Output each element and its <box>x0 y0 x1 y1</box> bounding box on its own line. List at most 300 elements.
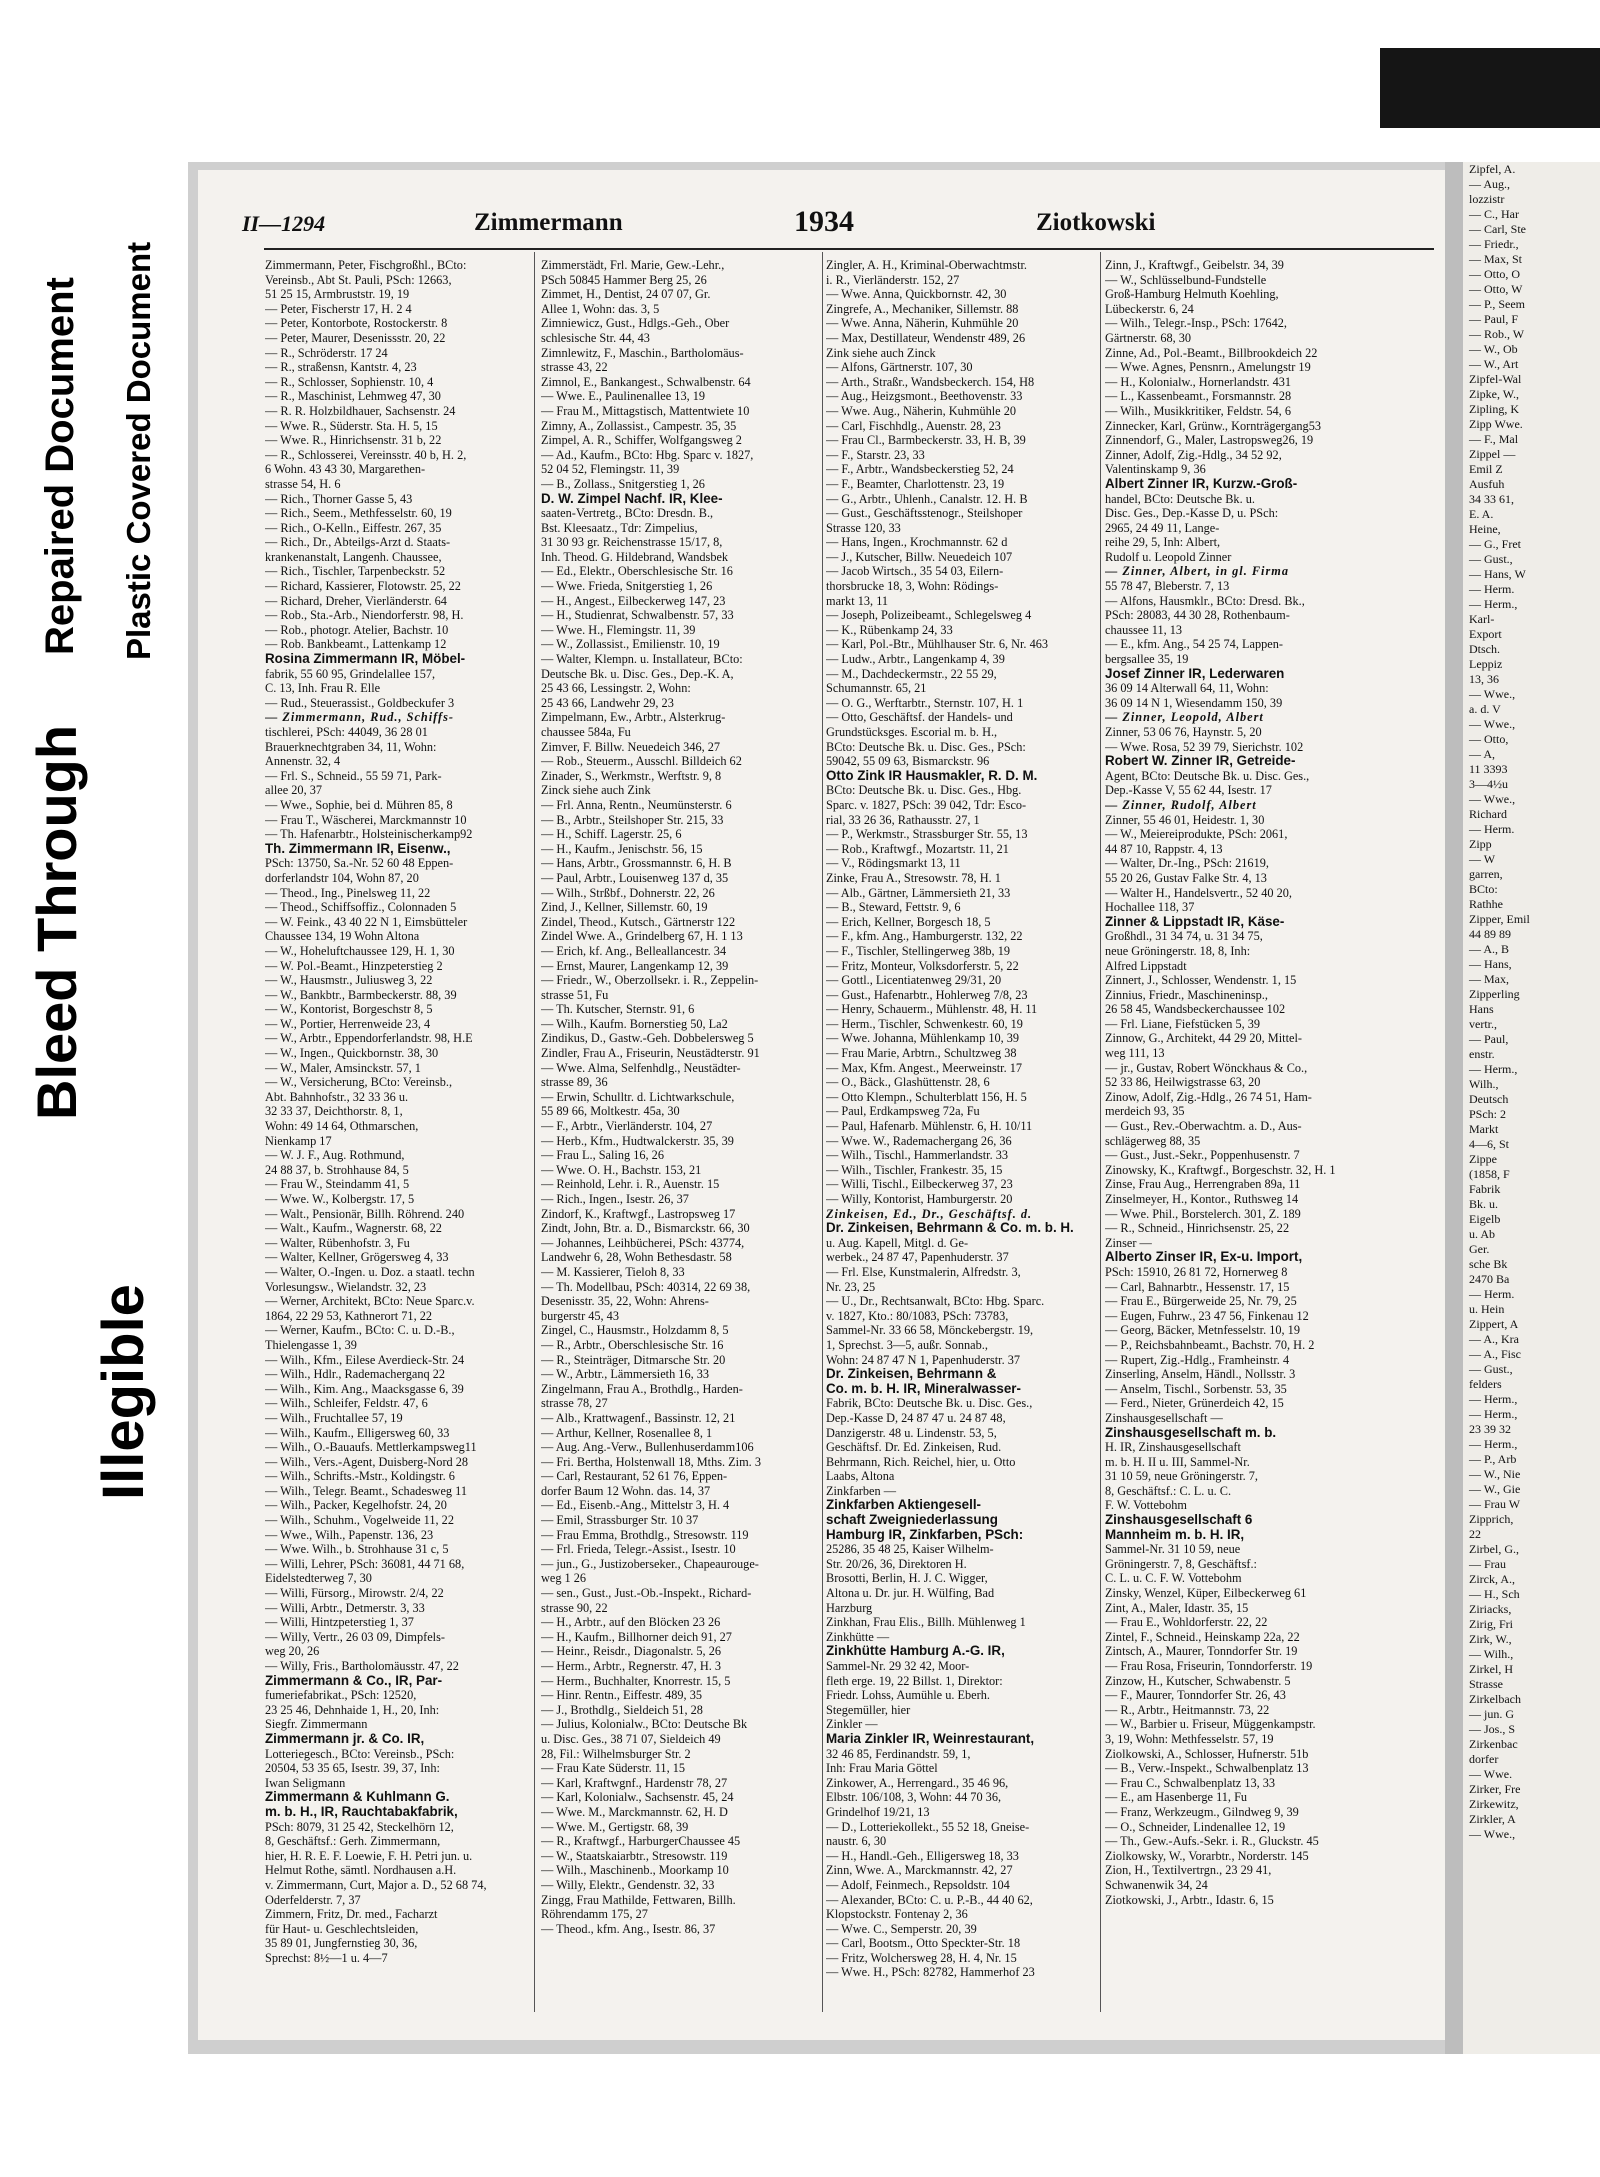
directory-entry: — Franz, Werkzeugm., Gilndweg 9, 39 <box>1105 1804 1299 1819</box>
directory-entry: — Wwe. H., Flemingstr. 11, 39 <box>541 622 696 637</box>
directory-entry: — Wwe. Agnes, Pensnrn., Amelungstr 19 <box>1105 360 1311 375</box>
directory-entry: — Wwe. Johanna, Mühlenkamp 10, 39 <box>826 1031 1020 1046</box>
directory-entry: PSch: 15910, 26 81 72, Hornerweg 8 <box>1105 1264 1288 1279</box>
directory-entry: BCto: Deutsche Bk. u. Disc. Ges., PSch: <box>826 739 1026 754</box>
directory-entry: 59042, 55 09 63, Bismarckstr. 96 <box>826 754 990 769</box>
next-page-entry-fragment: — Max, St <box>1469 252 1523 266</box>
directory-entry: Zinnert, J., Schlosser, Wendenstr. 1, 15 <box>1105 973 1297 988</box>
next-page-entry-fragment: — W., Nie <box>1469 1467 1521 1481</box>
tag-plastic-covered-document: Plastic Covered Document <box>120 241 157 660</box>
directory-entry: Inh: Frau Maria Göttel <box>826 1761 938 1776</box>
directory-entry: — Wilh., Schuhm., Vogelweide 11, 22 <box>265 1513 454 1528</box>
directory-entry: u. Disc. Ges., 38 71 07, Sieldeich 49 <box>541 1731 721 1746</box>
next-page-entry-fragment: — Wwe. <box>1469 1767 1513 1781</box>
directory-entry: — Joseph, Polizeibeamt., Schlegelsweg 4 <box>826 608 1032 623</box>
directory-entry: — Theod., Ing., Pinelsweg 11, 22 <box>265 885 431 900</box>
directory-entry: — R., Schröderstr. 17 24 <box>265 345 388 360</box>
directory-entry: Abt. Bahnhofstr., 32 33 36 u. <box>265 1089 409 1104</box>
directory-entry: 55 89 66, Moltkestr. 45a, 30 <box>541 1104 680 1119</box>
next-page-entry-fragment: — C., Har <box>1469 207 1519 221</box>
directory-entry: — Arth., Straßr., Wandsbeckerch. 154, H8 <box>826 374 1035 389</box>
next-page-entry-fragment: — Paul, F <box>1469 312 1519 326</box>
directory-entry: handel, BCto: Deutsche Bk. u. <box>1105 491 1255 506</box>
directory-entry: Rosina Zimmermann IR, Möbel- <box>265 652 466 667</box>
directory-entry: PSch 50845 Hammer Berg 25, 26 <box>541 272 707 287</box>
directory-entry: Zindel Wwe. A., Grindelberg 67, H. 1 13 <box>541 929 743 944</box>
next-page-entry-fragment: 3—4½u <box>1469 777 1508 791</box>
next-page-entry-fragment: — Herm. <box>1469 582 1515 596</box>
directory-entry: m. b. H., IR, Rauchtabakfabrik, <box>265 1804 458 1819</box>
directory-entry: — B., Zollass., Snitgerstieg 1, 26 <box>541 476 705 491</box>
next-page-entry-fragment: u. Ab <box>1469 1227 1496 1241</box>
directory-entry: — Frl. S., Schneid., 55 59 71, Park- <box>265 768 442 783</box>
directory-entry: — Ed., Eisenb.-Ang., Mittelstr 3, H. 4 <box>541 1498 730 1513</box>
next-page-entry-fragment: Zipfel, A. <box>1469 162 1516 176</box>
directory-entry: Zinn, J., Kraftwgf., Geibelstr. 34, 39 <box>1105 258 1284 272</box>
directory-entry: — Peter, Kontorbote, Rostockerstr. 8 <box>265 316 448 331</box>
directory-column-1 <box>265 258 537 2013</box>
directory-entry: Sammel-Nr. 29 32 42, Moor- <box>826 1659 970 1673</box>
next-page-entry-fragment: BCto: <box>1469 882 1498 896</box>
directory-entry: 35 89 01, Jungfernstieg 30, 36, <box>265 1936 418 1951</box>
directory-entry: — R., Arbtr., Oberschlesische Str. 16 <box>541 1337 724 1352</box>
directory-entry: — W., Barbier u. Friseur, Müggenkampstr. <box>1105 1717 1316 1732</box>
next-page-entry-fragment: Heine, <box>1469 522 1501 536</box>
directory-entry: 52 04 52, Flemingstr. 11, 39 <box>541 462 680 477</box>
directory-entry: C. 13, Inh. Frau R. Elle <box>265 681 381 696</box>
next-page-entry-fragment: u. Hein <box>1469 1302 1505 1316</box>
directory-entry: Sparc. v. 1827, PSch: 39 042, Tdr: Esco- <box>826 797 1027 812</box>
directory-entry: Zinkler — <box>826 1717 878 1732</box>
directory-entry: Lotteriegesch., BCto: Vereinsb., PSch: <box>265 1746 455 1761</box>
directory-entry: — Frl. Anna, Rentn., Neumünsterstr. 6 <box>541 797 732 812</box>
directory-entry: für Haut- u. Geschlechtsleiden, <box>265 1921 419 1936</box>
directory-entry: — W., Hausmstr., Juliusweg 3, 22 <box>265 973 433 988</box>
directory-entry: — W., Ingen., Quickbornstr. 38, 30 <box>265 1046 439 1061</box>
next-page-entry-fragment: — W., Ob <box>1469 342 1518 356</box>
directory-entry: — Alfons, Hausmklr., BCto: Dresd. Bk., <box>1105 593 1305 608</box>
directory-entry: — H., Kaufm., Billhorner deich 91, 27 <box>541 1629 732 1644</box>
next-page-entry-fragment: — Jos., S <box>1469 1722 1516 1736</box>
directory-entry: fumeriefabrikat., PSch: 12520, <box>265 1688 417 1703</box>
directory-entry: F. W. Vottebohm <box>1105 1498 1187 1513</box>
directory-entry: — W., Maler, Amsinckstr. 57, 1 <box>265 1060 421 1075</box>
directory-entry: hier, H. R. E. F. Loewie, F. H. Petri jun. u. <box>265 1848 473 1863</box>
directory-entry: — Frau Kate Süderstr. 11, 15 <box>541 1761 686 1776</box>
directory-entry: — W. Feink., 43 40 22 N 1, Eimsbütteler <box>265 914 468 929</box>
directory-entry: v. Zimmermann, Curt, Major a. D., 52 68 74, <box>265 1877 487 1892</box>
directory-entry: — Wilh., Fruchtallee 57, 19 <box>265 1410 403 1425</box>
directory-entry: Vereinsb., Abt St. Pauli, PSch: 12663, <box>265 272 452 287</box>
top-border <box>0 0 1600 48</box>
directory-entry: — Rob., Sta.-Arb., Niendorferstr. 98, H. <box>265 608 464 623</box>
next-page-entry-fragment: — Frau <box>1469 1557 1506 1571</box>
directory-entry: — Alb., Gärtner, Lämmersieth 21, 33 <box>826 885 1011 900</box>
directory-entry: Lübeckerstr. 6, 24 <box>1105 301 1194 316</box>
directory-entry: — Wilh., Musikkritiker, Feldstr. 54, 6 <box>1105 403 1291 418</box>
next-page-entry-fragment: — Rob., W <box>1469 327 1525 341</box>
directory-entry: dorfer Baum 12 Wohn. das. 14, 37 <box>541 1483 711 1498</box>
directory-entry: — Theod., Schiffsoffiz., Colonnaden 5 <box>265 900 457 915</box>
directory-entry: — Wilh., Telegr.-Insp., PSch: 17642, <box>1105 316 1287 331</box>
directory-entry: — Wilh., O.-Bauaufs. Mettlerkampsweg11 <box>265 1440 477 1455</box>
directory-entry: Maria Zinkler IR, Weinrestaurant, <box>826 1731 1035 1746</box>
directory-entry: — Aug., Heizgsmont., Beethovenstr. 33 <box>826 389 1023 404</box>
directory-entry: — Wwe. W., Kolbergstr. 17, 5 <box>265 1192 415 1206</box>
directory-entry: Zinke, Frau A., Stresowstr. 78, H. 1 <box>826 870 1001 885</box>
directory-entry: Zinner & Lippstadt IR, Käse- <box>1105 914 1285 929</box>
directory-entry: — Johannes, Leihbücherei, PSch: 43774, <box>541 1235 745 1250</box>
directory-entry: Zinader, S., Werkmstr., Werftstr. 9, 8 <box>541 768 722 783</box>
directory-entry: Schwanenwik 34, 24 <box>1105 1877 1208 1892</box>
directory-entry: Fabrik, BCto: Deutsche Bk. u. Disc. Ges., <box>826 1396 1033 1411</box>
directory-entry: saaten-Vertretg., BCto: Dresdn. B., <box>541 506 714 521</box>
directory-entry: Josef Zinner IR, Lederwaren <box>1105 666 1285 681</box>
directory-entry: — W., Hoheluftchaussee 129, H. 1, 30 <box>265 943 455 958</box>
directory-entry: 8, Geschäftsf.: Gerh. Zimmermann, <box>265 1834 441 1849</box>
directory-entry: 25 43 66, Lessingstr. 2, Wohn: <box>541 681 691 696</box>
page-gutter <box>1445 162 1463 2054</box>
directory-entry: Zindorf, K., Kraftwgf., Lastropsweg 17 <box>541 1206 736 1221</box>
directory-entry: neue Gröningerstr. 18, 8, Inh: <box>1105 943 1251 958</box>
next-page-entry-fragment: 22 <box>1469 1527 1481 1541</box>
directory-entry: — F., Arbtr., Wandsbeckerstieg 52, 24 <box>826 462 1014 477</box>
next-page-entry-fragment: Zipp Wwe. <box>1469 417 1523 431</box>
tag-illegible: Illegible <box>91 1284 156 1500</box>
directory-entry: — P., Werkmstr., Strassburger Str. 55, 13 <box>826 827 1028 842</box>
directory-entry: 25 43 66, Landwehr 29, 23 <box>541 695 674 710</box>
directory-entry: — Hans, Ingen., Krochmannstr. 62 d <box>826 535 1008 550</box>
directory-entry: C. L. u. C. F. W. Vottebohm <box>1105 1571 1242 1586</box>
directory-entry: Klopstockstr. Fontenay 2, 36 <box>826 1907 968 1922</box>
directory-entry: Zimmermann & Co., IR, Par- <box>265 1673 443 1688</box>
directory-entry: Zimmern, Fritz, Dr. med., Facharzt <box>265 1907 438 1922</box>
directory-entry: — H., Schiff. Lagerstr. 25, 6 <box>541 827 682 842</box>
directory-entry: Zinselmeyer, H., Kontor., Ruthsweg 14 <box>1105 1192 1299 1206</box>
directory-entry: — Gust., Rev.-Oberwachtm. a. D., Aus- <box>1105 1119 1302 1134</box>
directory-entry: — Zinner, Albert, in gl. Firma <box>1105 564 1289 579</box>
directory-entry: — Walter, O.-Ingen. u. Doz. a staatl. techn <box>265 1264 475 1279</box>
directory-entry: strasse 43, 22 <box>541 360 608 375</box>
directory-entry: — Wwe. Phil., Borstelerch. 301, Z. 189 <box>1105 1206 1301 1221</box>
directory-entry: Zinkfarben — <box>826 1483 896 1498</box>
next-page-entry-fragment: — P., Arb <box>1469 1452 1517 1466</box>
directory-entry: Eidelstedterweg 7, 30 <box>265 1571 372 1586</box>
directory-entry: Zindikus, D., Gastw.-Geh. Dobbelersweg 5 <box>541 1031 754 1046</box>
directory-entry: PSch: 13750, Sa.-Nr. 52 60 48 Eppen- <box>265 856 454 871</box>
directory-entry: — Rich., Seem., Methfesselstr. 60, 19 <box>265 506 452 521</box>
directory-entry: Zinkhütte — <box>826 1629 890 1644</box>
directory-entry: Friedr. Lohss, Aumühle u. Eberh. <box>826 1688 990 1703</box>
directory-entry: — H., Handl.-Geh., Elligersweg 18, 33 <box>826 1848 1019 1863</box>
directory-entry: Zinzow, H., Kutscher, Schwabenstr. 5 <box>1105 1673 1291 1688</box>
directory-entry: — Karl, Kraftwgnf., Hardenstr 78, 27 <box>541 1775 728 1790</box>
directory-entry: — Walt., Pensionär, Billh. Röhrend. 240 <box>265 1206 465 1221</box>
directory-entry: fleth erge. 19, 22 Billst. 1, Direktor: <box>826 1673 1003 1688</box>
directory-entry: — Wwe. Frieda, Snitgerstieg 1, 26 <box>541 579 713 594</box>
directory-entry: — Ad., Kaufm., BCto: Hbg. Sparc v. 1827, <box>541 447 754 462</box>
directory-entry: — R., Maschinist, Lehmweg 47, 30 <box>265 389 441 404</box>
directory-entry: — R., Schlosserei, Vereinsstr. 40 b, H. 2, <box>265 447 467 462</box>
directory-entry: — Walter, Klempn. u. Installateur, BCto: <box>541 652 743 667</box>
next-page-entry-fragment: — Herm., <box>1469 1407 1518 1421</box>
directory-entry: PSch: 28083, 44 30 28, Rothenbaum- <box>1105 608 1290 623</box>
next-page-entry-fragment: 2470 Ba <box>1469 1272 1510 1286</box>
directory-entry: Behrmann, Rich. Reichel, hier, u. Otto <box>826 1454 1016 1469</box>
directory-entry: — Aug. Ang.-Verw., Bullenhuserdamm106 <box>541 1440 754 1455</box>
directory-entry: chaussee 11, 13 <box>1105 622 1183 637</box>
directory-entry: — Wwe. C., Semperstr. 20, 39 <box>826 1921 977 1936</box>
directory-entry: 20504, 53 35 65, Isestr. 39, 37, Inh: <box>265 1761 440 1776</box>
directory-entry: Zimmermann, Peter, Fischgroßhl., BCto: <box>265 258 467 272</box>
directory-entry: 55 78 47, Bleberstr. 7, 13 <box>1105 579 1230 594</box>
directory-entry: 28, Fil.: Wilhelmsburger Str. 2 <box>541 1746 691 1761</box>
directory-entry: Strasse 120, 33 <box>826 520 901 535</box>
directory-entry: — Zinner, Rudolf, Albert <box>1105 797 1257 812</box>
directory-entry: — D., Lotteriekollekt., 55 52 18, Gneise- <box>826 1819 1030 1834</box>
directory-entry: schaft Zweigniederlassung <box>826 1513 998 1528</box>
directory-entry: — Wwe. Anna, Quickbornstr. 42, 30 <box>826 287 1007 302</box>
directory-entry: weg 111, 13 <box>1105 1046 1165 1061</box>
next-page-entry-fragment: — Gust., <box>1469 552 1513 566</box>
directory-entry: — Erich, kf. Ang., Belleallancestr. 34 <box>541 943 727 958</box>
directory-entry: — Reinhold, Lehr. i. R., Auenstr. 15 <box>541 1177 720 1192</box>
directory-entry: — M. Kassierer, Tieloh 8, 33 <box>541 1264 685 1279</box>
next-page-entry-fragment: a. d. V <box>1469 702 1501 716</box>
next-page-entry-fragment: — Aug., <box>1469 177 1511 191</box>
directory-entry: — W., Zollassist., Emilienstr. 10, 19 <box>541 637 720 652</box>
directory-entry: Schumannstr. 65, 21 <box>826 681 927 696</box>
directory-entry: — Frau Emma, Brothdlg., Stresowstr. 119 <box>541 1527 749 1542</box>
directory-entry: — Georg, Bäcker, Metnfesselstr. 10, 19 <box>1105 1323 1300 1338</box>
directory-entry: — F., kfm. Ang., Hamburgerstr. 132, 22 <box>826 929 1023 944</box>
directory-entry: — R., Schneid., Hinrichsenstr. 25, 22 <box>1105 1221 1290 1236</box>
directory-entry: Disc. Ges., Dep.-Kasse D, u. PSch: <box>1105 506 1279 521</box>
directory-entry: — Richard, Kassierer, Flotowstr. 25, 22 <box>265 579 461 594</box>
directory-entry: Desenisstr. 35, 22, Wohn: Ahrens- <box>541 1294 709 1309</box>
directory-entry: — Ludw., Arbtr., Langenkamp 4, 39 <box>826 652 1005 667</box>
directory-entry: Zinkhütte Hamburg A.-G. IR, <box>826 1644 1005 1659</box>
directory-entry: — Gottl., Licentiatenweg 29/31, 20 <box>826 973 1002 988</box>
directory-entry: Zimnol, E., Bankangest., Schwalbenstr. 64 <box>541 374 751 389</box>
directory-entry: Landwehr 6, 28, Wohn Bethesdastr. 58 <box>541 1250 732 1265</box>
next-page-entry-fragment: — G., Fret <box>1469 537 1521 551</box>
next-page-entry-fragment: — W., Art <box>1469 357 1519 371</box>
directory-entry: Zinner, 53 06 76, Haynstr. 5, 20 <box>1105 725 1262 739</box>
directory-entry: Helmut Rothe, sämtl. Nordhausen a.H. <box>265 1863 457 1878</box>
directory-entry: Robert W. Zinner IR, Getreide- <box>1105 754 1296 769</box>
directory-entry: Zint, A., Maler, Idastr. 35, 15 <box>1105 1600 1249 1615</box>
directory-entry: — P., Reichsbahnbeamt., Bachstr. 70, H. 2 <box>1105 1337 1315 1352</box>
directory-entry: bergsallee 35, 19 <box>1105 652 1189 667</box>
directory-entry: Zinow, Adolf, Zig.-Hdlg., 26 74 51, Ham- <box>1105 1089 1312 1104</box>
next-page-entry-fragment: Zippert, A <box>1469 1317 1519 1331</box>
directory-entry: — Herm., Buchhalter, Knorrestr. 15, 5 <box>541 1673 731 1688</box>
directory-entry: Zinnow, G., Architekt, 44 29 20, Mittel- <box>1105 1031 1302 1046</box>
directory-entry: Geschäftsf. Dr. Ed. Zinkeisen, Rud. <box>826 1440 1002 1455</box>
directory-entry: — Frau E., Bürgerweide 25, Nr. 79, 25 <box>1105 1294 1297 1309</box>
column-divider <box>1100 252 1101 2012</box>
directory-entry: — Wilh., Schleifer, Feldstr. 47, 6 <box>265 1396 428 1411</box>
directory-entry: Zinkower, A., Herrengard., 35 46 96, <box>826 1775 1009 1790</box>
directory-entry: — Wilh., Kaufm. Bornerstieg 50, La2 <box>541 1016 728 1031</box>
directory-entry: Stegemüller, hier <box>826 1702 911 1717</box>
directory-entry: weg 1 26 <box>541 1571 587 1586</box>
directory-entry: — Wwe., Sophie, bei d. Mühren 85, 8 <box>265 797 453 812</box>
directory-entry: Zinn, Wwe. A., Marckmannstr. 42, 27 <box>826 1863 1013 1878</box>
directory-entry: — Emil, Strassburger Str. 10 37 <box>541 1513 699 1528</box>
next-page-entry-fragment: Wilh., <box>1469 1077 1499 1091</box>
directory-entry: Wohn: 49 14 64, Othmarschen, <box>265 1119 419 1134</box>
directory-entry: D. W. Zimpel Nachf. IR, Klee- <box>541 491 723 506</box>
directory-entry: PSch: 8079, 31 25 42, Steckelhörn 12, <box>265 1819 454 1834</box>
directory-entry: Danzigerstr. 48 u. Lindenstr. 53, 5, <box>826 1425 997 1440</box>
directory-entry: — Rich., Thorner Gasse 5, 43 <box>265 491 413 506</box>
directory-entry: Str. 20/26, 36, Direktoren H. <box>826 1556 967 1571</box>
next-page-entry-fragment: Zipperling <box>1469 987 1520 1001</box>
directory-entry: 24 88 37, b. Strohhause 84, 5 <box>265 1162 409 1177</box>
directory-entry: — Carl, Bahnarbtr., Hessenstr. 17, 15 <box>1105 1279 1290 1294</box>
directory-entry: — Willy, Elektr., Gendenstr. 32, 33 <box>541 1877 715 1892</box>
directory-entry: — Frau W., Steindamm 41, 5 <box>265 1177 410 1192</box>
directory-entry: — Wwe. R., Süderstr. Sta. H. 5, 15 <box>265 418 438 433</box>
directory-entry: Zind, J., Kellner, Sillemstr. 60, 19 <box>541 900 708 915</box>
directory-entry: — J., Kutscher, Billw. Neuedeich 107 <box>826 549 1013 564</box>
directory-entry: Zintel, F., Schneid., Heinskamp 22a, 22 <box>1105 1629 1300 1644</box>
directory-entry: Zingel, C., Hausmstr., Holzdamm 8, 5 <box>541 1323 729 1338</box>
directory-entry: Großhdl., 31 34 74, u. 31 34 75, <box>1105 929 1263 944</box>
next-page-entry-fragment: Markt <box>1469 1122 1499 1136</box>
directory-entry: — Frl. Frieda, Telegr.-Assist., Isestr. 10 <box>541 1542 736 1557</box>
directory-entry: Sammel-Nr. 31 10 59, neue <box>1105 1542 1241 1557</box>
directory-entry: 55 20 26, Gustav Falke Str. 4, 13 <box>1105 870 1267 885</box>
directory-entry: burgerstr 45, 43 <box>541 1308 619 1323</box>
directory-entry: — Wwe., Wilh., Papenstr. 136, 23 <box>265 1527 434 1542</box>
directory-entry: — Walter, Rübenhofstr. 3, Fu <box>265 1235 410 1250</box>
directory-entry: — Wilh., Schrifts.-Mstr., Koldingstr. 6 <box>265 1469 455 1484</box>
directory-entry: — Rich., Ingen., Isestr. 26, 37 <box>541 1192 689 1206</box>
directory-entry: — Erich, Kellner, Borgesch 18, 5 <box>826 914 991 929</box>
directory-entry: Bst. Kleesaatz., Tdr: Zimpelius, <box>541 520 698 535</box>
directory-entry: Zinserling, Anselm, Händl., Nollsstr. 3 <box>1105 1367 1296 1382</box>
next-page-entry-fragment: Fabrik <box>1469 1182 1501 1196</box>
directory-entry: — Rob., Steuerm., Ausschl. Billdeich 62 <box>541 754 742 769</box>
directory-entry: allee 20, 37 <box>265 783 323 798</box>
directory-entry: Th. Zimmermann IR, Eisenw., <box>265 841 451 856</box>
directory-entry: — W., Portier, Herrenweide 23, 4 <box>265 1016 431 1031</box>
directory-entry: strasse 89, 36 <box>541 1075 608 1090</box>
directory-entry: — Ferd., Nieter, Grünerdeich 42, 15 <box>1105 1396 1284 1411</box>
directory-entry: Zinshausgesellschaft 6 <box>1105 1513 1253 1528</box>
directory-entry: thorsbrucke 18, 3, Wohn: Rödings- <box>826 579 999 594</box>
header-rule <box>264 248 1434 250</box>
directory-entry: — Max, Destillateur, Wendenstr 489, 26 <box>826 330 1026 345</box>
directory-entry: naustr. 6, 30 <box>826 1834 887 1849</box>
directory-entry: — Zinner, Leopold, Albert <box>1105 710 1264 725</box>
next-page-entry-fragment: — jun. G <box>1469 1707 1514 1721</box>
directory-entry: 26 58 45, Wandsbeckerchaussee 102 <box>1105 1002 1286 1017</box>
directory-entry: — Wilh., Kaufm., Elligersweg 60, 33 <box>265 1425 450 1440</box>
directory-entry: — Willy, Fris., Bartholomäusstr. 47, 22 <box>265 1659 459 1673</box>
directory-entry: Zimnlewitz, F., Maschin., Bartholomäus- <box>541 345 744 360</box>
directory-entry: — Willi, Lehrer, PSch: 36081, 44 71 68, <box>265 1556 465 1571</box>
directory-entry: — O., Bäck., Glashüttenstr. 28, 6 <box>826 1075 990 1090</box>
directory-entry: — F., Arbtr., Vierländerstr. 104, 27 <box>541 1119 713 1134</box>
directory-entry: — Peter, Fischerstr 17, H. 2 4 <box>265 301 412 316</box>
directory-entry: — Frau L., Saling 16, 26 <box>541 1148 664 1163</box>
directory-entry: — Frau Rosa, Friseurin, Tonndorferstr. 19 <box>1105 1659 1313 1673</box>
directory-entry: — Th., Gew.-Aufs.-Sekr. i. R., Gluckstr. 45 <box>1105 1834 1319 1849</box>
next-page-entry-fragment: Ger. <box>1469 1242 1490 1256</box>
directory-entry: — Wilh., Kim. Ang., Maacksgasse 6, 39 <box>265 1381 464 1396</box>
directory-entry: Zinowsky, K., Kraftwgf., Borgeschstr. 32, H. 1 <box>1105 1162 1336 1177</box>
directory-entry: — Alfons, Gärtnerstr. 107, 30 <box>826 360 973 375</box>
next-page-entry-fragment: Zirck, A., <box>1469 1572 1515 1586</box>
tag-repaired-document: Repaired Document <box>38 277 82 655</box>
directory-entry: strasse 51, Fu <box>541 987 609 1002</box>
next-page-entry-fragment: vertr., <box>1469 1017 1497 1031</box>
directory-entry: 23 25 46, Dehnhaide 1, H., 20, Inh: <box>265 1702 440 1717</box>
directory-entry: 44 87 10, Rappstr. 4, 13 <box>1105 841 1223 856</box>
directory-entry: Zinne, Ad., Pol.-Beamt., Billbrookdeich 22 <box>1105 345 1318 360</box>
directory-entry: — Willy, Kontorist, Hamburgerstr. 20 <box>826 1192 1013 1206</box>
next-page-entry-fragment: — P., Seem <box>1469 297 1526 311</box>
directory-entry: Brauerknechtgraben 34, 11, Wohn: <box>265 739 437 754</box>
directory-entry: Sprechst: 8½—1 u. 4—7 <box>265 1950 388 1965</box>
directory-entry: — Willi, Tischl., Eilbeckerweg 37, 23 <box>826 1177 1013 1192</box>
directory-entry: — Anselm, Tischl., Sorbenstr. 53, 35 <box>1105 1381 1287 1396</box>
directory-entry: — F., Maurer, Tonndorfer Str. 26, 43 <box>1105 1688 1286 1703</box>
directory-entry: Zimpel, A. R., Schiffer, Wolfgangsweg 2 <box>541 433 742 448</box>
next-page-entry-fragment: Deutsch <box>1469 1092 1509 1106</box>
next-page-entry-fragment: Export <box>1469 627 1502 641</box>
directory-entry: Zingg, Frau Mathilde, Fettwaren, Billh. <box>541 1892 736 1907</box>
directory-entry: — O. G., Werftarbtr., Sternstr. 107, H. 1 <box>826 695 1024 710</box>
directory-entry: Zingler, A. H., Kriminal-Oberwachtmstr. <box>826 258 1027 272</box>
directory-entry: Nienkamp 17 <box>265 1133 332 1148</box>
directory-entry: — W., Versicherung, BCto: Vereinsb., <box>265 1075 453 1090</box>
directory-entry: werbek., 24 87 47, Papenhuderstr. 37 <box>826 1250 1009 1265</box>
directory-entry: — V., Rödingsmarkt 13, 11 <box>826 856 961 871</box>
next-page-entry-fragment: Hans <box>1469 1002 1494 1016</box>
directory-entry: — Herm., Arbtr., Regnerstr. 47, H. 3 <box>541 1659 721 1673</box>
next-page-entry-fragment: Zipfel-Wal <box>1469 372 1522 386</box>
next-page-entry-fragment: — Hans, <box>1469 957 1512 971</box>
directory-entry: strasse 54, H. 6 <box>265 476 341 491</box>
directory-entry: — Walter, Dr.-Ing., PSch: 21619, <box>1105 856 1269 871</box>
directory-entry: — Gust., Hafenarbtr., Hohlerweg 7/8, 23 <box>826 987 1028 1002</box>
directory-entry: — Carl, Restaurant, 52 61 76, Eppen- <box>541 1469 728 1484</box>
directory-entry: — Wwe. Aug., Näherin, Kuhmühle 20 <box>826 403 1017 418</box>
header-first-entry: Zimmermann <box>474 209 623 236</box>
next-page-entry-fragment: — Wwe., <box>1469 687 1516 701</box>
directory-entry: — Henry, Schauerm., Mühlenstr. 48, H. 11 <box>826 1002 1038 1017</box>
directory-entry: 25286, 35 48 25, Kaiser Wilhelm- <box>826 1542 994 1557</box>
directory-entry: Albert Zinner IR, Kurzw.-Groß- <box>1105 476 1298 491</box>
next-page-entry-fragment: garren, <box>1469 867 1503 881</box>
directory-entry: Zimmermann jr. & Co. IR, <box>265 1731 425 1746</box>
next-page-entry-fragment: — Wilh., <box>1469 1647 1514 1661</box>
directory-entry: Laabs, Altona <box>826 1469 895 1484</box>
next-page-entry-fragment: Zippel — <box>1469 447 1516 461</box>
directory-entry: Zinshausgesellschaft m. b. <box>1105 1425 1277 1440</box>
directory-entry: Ziotkowski, J., Arbtr., Idastr. 6, 15 <box>1105 1892 1274 1907</box>
directory-entry: — Wwe. Anna, Näherin, Kuhmühle 20 <box>826 316 1019 331</box>
directory-entry: merdeich 93, 35 <box>1105 1104 1185 1119</box>
directory-entry: Zinck siehe auch Zink <box>541 783 651 798</box>
next-page-entry-fragment: — Wwe., <box>1469 717 1516 731</box>
directory-entry: Elbstr. 106/108, 3, Wohn: 44 70 36, <box>826 1790 1002 1805</box>
